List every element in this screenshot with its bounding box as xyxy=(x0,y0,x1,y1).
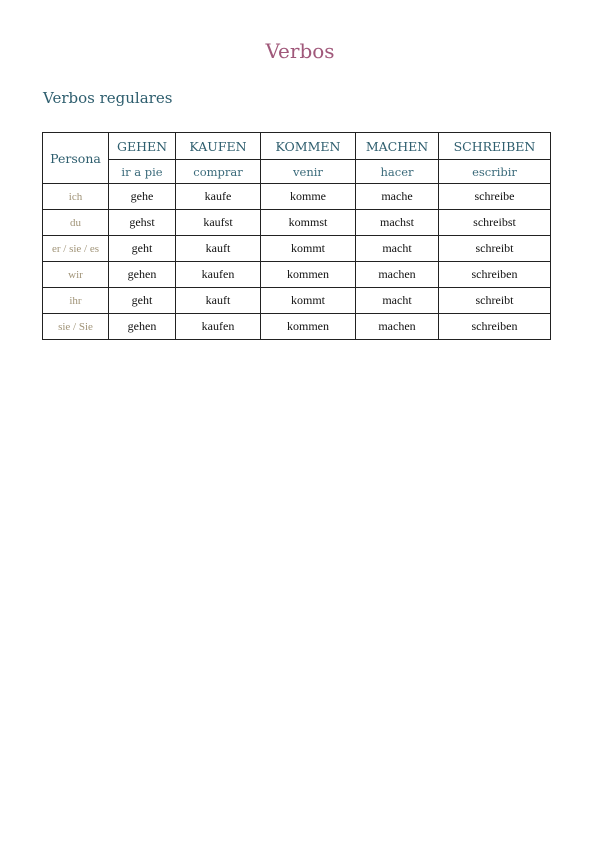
pronoun-cell: sie / Sie xyxy=(43,314,109,340)
verb-translation: escribir xyxy=(439,160,551,184)
translation-row xyxy=(43,160,551,184)
verb-header: SCHREIBEN xyxy=(439,133,551,160)
conjugation-cell: mache xyxy=(356,184,439,210)
verb-header: MACHEN xyxy=(356,133,439,160)
verb-header: KOMMEN xyxy=(261,133,356,160)
conjugation-cell: gehen xyxy=(109,262,176,288)
conjugation-cell: kommst xyxy=(261,210,356,236)
conjugation-cell: kauft xyxy=(176,288,261,314)
page-title: Verbos xyxy=(265,39,335,63)
pronoun-cell: ich xyxy=(43,184,109,210)
conjugation-cell: gehe xyxy=(109,184,176,210)
conjugation-cell: schreibt xyxy=(439,288,551,314)
table-row xyxy=(43,314,551,340)
pronoun-cell: ihr xyxy=(43,288,109,314)
conjugation-cell: kaufen xyxy=(176,262,261,288)
table-row xyxy=(43,288,551,314)
conjugation-cell: kommen xyxy=(261,262,356,288)
table-row xyxy=(43,210,551,236)
verb-translation: hacer xyxy=(356,160,439,184)
conjugation-cell: geht xyxy=(109,288,176,314)
conjugation-cell: kaufst xyxy=(176,210,261,236)
pronoun-cell: er / sie / es xyxy=(43,236,109,262)
conjugation-cell: kaufe xyxy=(176,184,261,210)
table-row xyxy=(43,262,551,288)
pronoun-cell: du xyxy=(43,210,109,236)
persona-header: Persona xyxy=(43,133,109,184)
conjugation-cell: schreibt xyxy=(439,236,551,262)
conjugation-cell: geht xyxy=(109,236,176,262)
conjugation-cell: kommen xyxy=(261,314,356,340)
pronoun-cell: wir xyxy=(43,262,109,288)
verb-header: GEHEN xyxy=(109,133,176,160)
verb-header-row xyxy=(43,133,551,160)
conjugation-cell: schreibst xyxy=(439,210,551,236)
verb-translation: venir xyxy=(261,160,356,184)
conjugation-cell: komme xyxy=(261,184,356,210)
section-heading: Verbos regulares xyxy=(43,89,173,107)
conjugation-cell: schreiben xyxy=(439,314,551,340)
conjugation-cell: macht xyxy=(356,236,439,262)
verb-conjugation-table xyxy=(42,132,551,340)
conjugation-cell: kauft xyxy=(176,236,261,262)
verb-translation: comprar xyxy=(176,160,261,184)
conjugation-cell: machst xyxy=(356,210,439,236)
table-row xyxy=(43,236,551,262)
verb-header: KAUFEN xyxy=(176,133,261,160)
conjugation-cell: kommt xyxy=(261,236,356,262)
conjugation-cell: kommt xyxy=(261,288,356,314)
conjugation-cell: schreiben xyxy=(439,262,551,288)
conjugation-cell: gehen xyxy=(109,314,176,340)
conjugation-cell: machen xyxy=(356,314,439,340)
table-row xyxy=(43,184,551,210)
conjugation-cell: machen xyxy=(356,262,439,288)
verb-translation: ir a pie xyxy=(109,160,176,184)
conjugation-cell: schreibe xyxy=(439,184,551,210)
conjugation-cell: gehst xyxy=(109,210,176,236)
conjugation-cell: macht xyxy=(356,288,439,314)
conjugation-cell: kaufen xyxy=(176,314,261,340)
